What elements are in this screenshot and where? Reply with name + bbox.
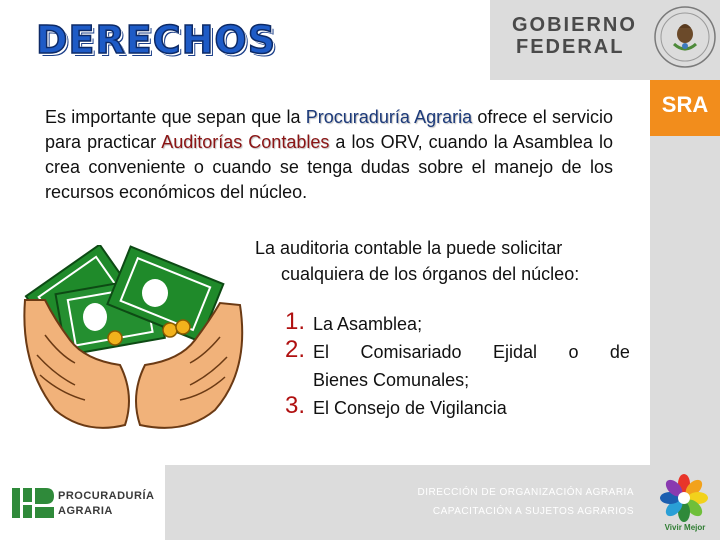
- list-item-text-justified: [313, 338, 630, 366]
- sra-label: SRA: [661, 92, 709, 117]
- intro-highlight-procuraduria: Procuraduría Agraria: [305, 107, 473, 127]
- intro-text-1: Es importante que sepan que la: [45, 107, 306, 127]
- list-item-word: Ejidal: [492, 342, 537, 362]
- list-item-text: La Asamblea;: [313, 314, 423, 334]
- intro-text-2: ofrece el servicio para practicar: [45, 107, 613, 152]
- organs-list: [285, 310, 630, 422]
- intro-paragraph: [45, 105, 613, 205]
- list-item-word: o: [568, 342, 579, 362]
- footer-program: CAPACITACIÓN A SUJETOS AGRARIOS: [432, 506, 634, 517]
- list-number: 2.: [285, 336, 306, 363]
- list-item-word: de: [609, 342, 630, 362]
- vivir-mejor-slogan: Vivir Mejor: [664, 523, 706, 532]
- government-line1: GOBIERNO: [512, 14, 637, 36]
- list-item: [285, 338, 630, 394]
- government-block: [490, 0, 650, 80]
- list-item-text: El Consejo de Vigilancia: [313, 398, 507, 418]
- request-line2: cualquiera de los órganos del núcleo:: [281, 264, 580, 284]
- logo-line1: PROCURADURÍA: [58, 490, 155, 502]
- list-item-word: Comisariado: [360, 342, 462, 362]
- procuraduria-agraria-name: [58, 489, 154, 519]
- intro-highlight-auditorias: Auditorías Contables: [161, 132, 330, 152]
- footer-bar: [165, 465, 650, 540]
- footer-department: DIRECCIÓN DE ORGANIZACIÓN AGRARIA: [417, 487, 634, 498]
- list-item: [285, 310, 630, 338]
- slide-title: DERECHOS: [36, 18, 277, 62]
- list-number: 1.: [285, 308, 306, 335]
- sra-badge: [650, 80, 720, 136]
- hands-money-illustration: [15, 245, 255, 440]
- list-item: [285, 394, 630, 422]
- list-item-text-cont: Bienes Comunales;: [313, 370, 470, 390]
- list-number: 3.: [285, 392, 306, 419]
- vivir-mejor-logo-icon: [658, 472, 710, 524]
- government-logo-text: [512, 14, 642, 58]
- request-statement: [255, 235, 650, 287]
- intro-text-3: a los ORV, cuando la Asamblea lo crea conveniente o cuando se tenga dudas sobre el manejo de los recursos económicos del núcleo.: [45, 132, 613, 202]
- list-item-word: El: [313, 342, 330, 362]
- title-area: [0, 0, 490, 80]
- national-seal-icon: [652, 4, 718, 70]
- logo-line2: AGRARIA: [58, 505, 113, 517]
- request-line1: La auditoria contable la puede solicitar: [255, 238, 563, 258]
- government-line2: FEDERAL: [516, 36, 625, 58]
